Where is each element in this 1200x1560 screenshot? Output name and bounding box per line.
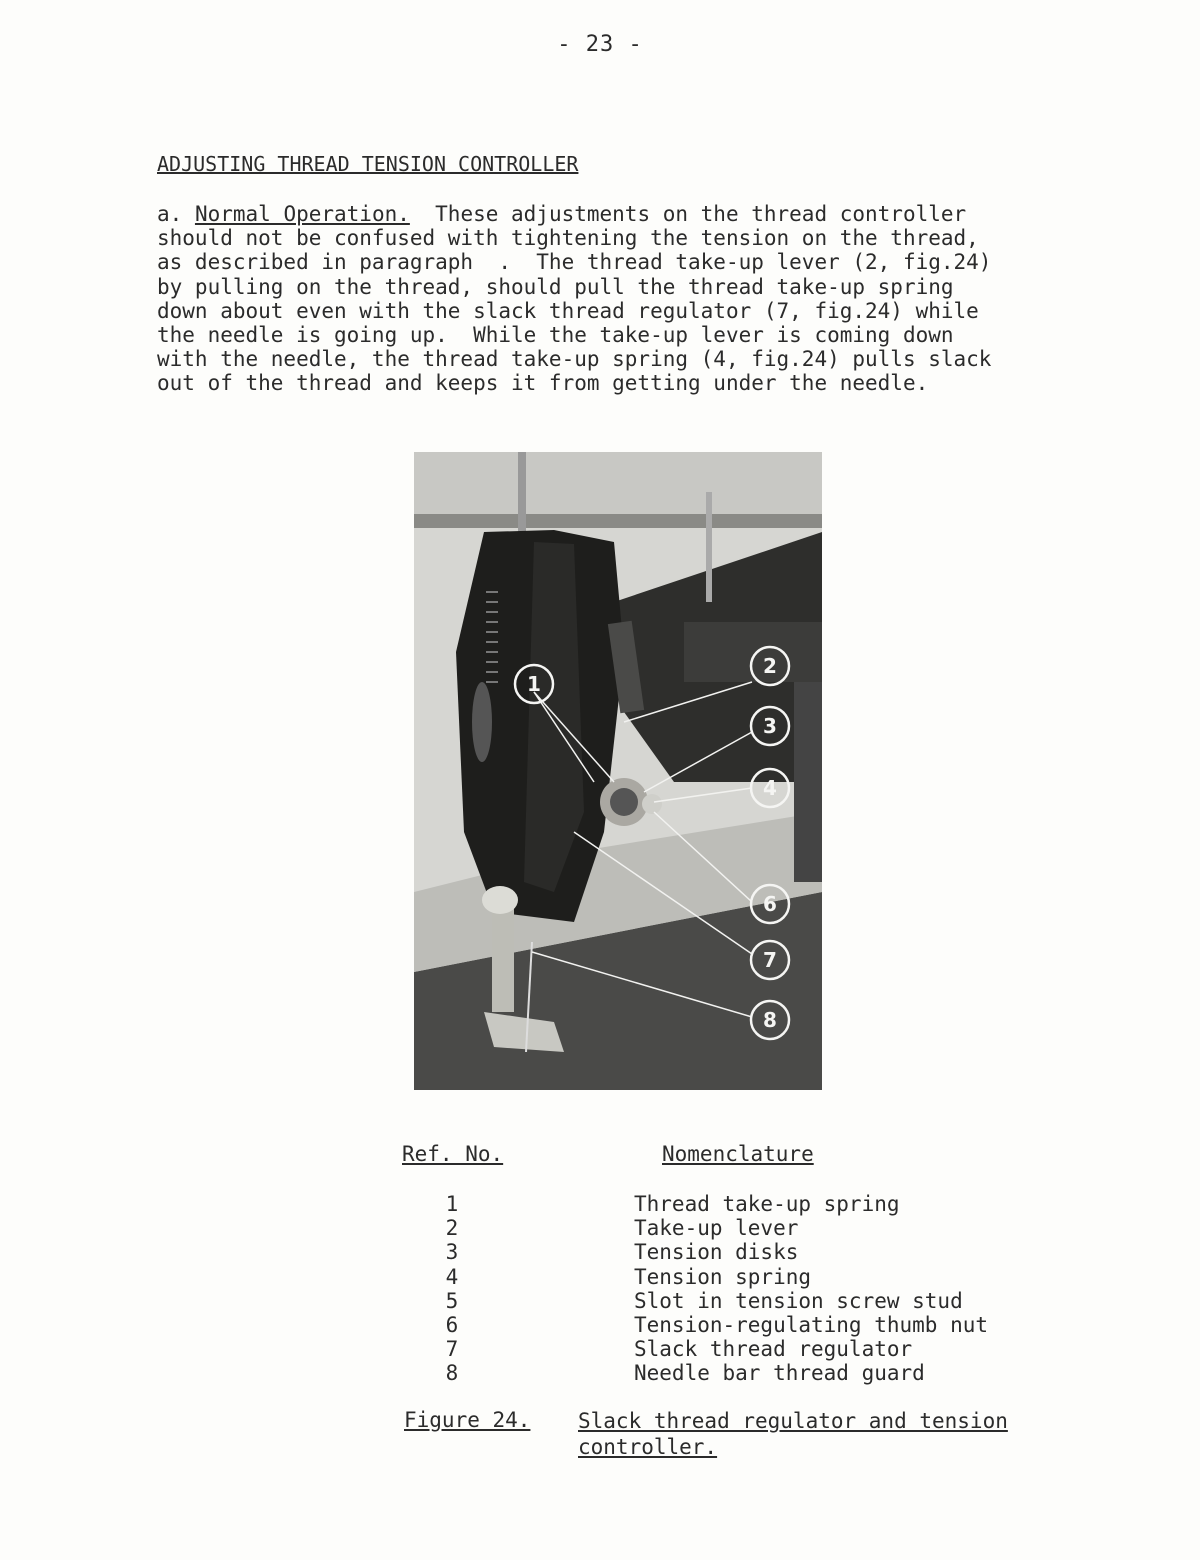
callout-1: 1	[527, 672, 541, 696]
part-name: Slot in tension screw stud	[634, 1288, 963, 1313]
ref-no-header: Ref. No.	[402, 1142, 504, 1166]
figure-caption-line: controller.	[578, 1435, 718, 1459]
part-name: Tension-regulating thumb nut	[634, 1312, 989, 1337]
paragraph-line: out of the thread and keeps it from getting under the needle.	[157, 371, 929, 396]
figure-caption-line: Slack thread regulator and tension	[578, 1409, 1008, 1433]
ref-number: 6	[445, 1312, 459, 1337]
parts-row	[402, 1192, 1102, 1216]
callout-2: 2	[763, 654, 777, 678]
ref-number: 1	[445, 1192, 459, 1216]
part-name: Tension spring	[634, 1264, 812, 1289]
paragraph-line: with the needle, the thread take-up spring (4, fig.24) pulls slack	[157, 347, 992, 372]
callout-6: 6	[763, 892, 777, 916]
paragraph-line: the needle is going up. While the take-up lever is coming down	[157, 323, 954, 348]
ref-number: 8	[445, 1361, 459, 1386]
parts-row	[402, 1337, 1102, 1361]
ref-number: 7	[445, 1337, 459, 1362]
ref-number: 2	[445, 1216, 459, 1241]
body-paragraph	[157, 202, 1117, 396]
parts-row	[402, 1313, 1102, 1337]
part-name: Needle bar thread guard	[634, 1361, 925, 1386]
part-name: Slack thread regulator	[634, 1337, 913, 1362]
parts-list	[402, 1192, 1102, 1386]
nomenclature-header: Nomenclature	[662, 1142, 814, 1166]
parts-row	[402, 1361, 1102, 1385]
paragraph-line: These adjustments on the thread controller	[409, 202, 967, 226]
paragraph-line: by pulling on the thread, should pull the thread take-up spring	[157, 274, 954, 299]
parts-row	[402, 1289, 1102, 1313]
figure-caption-label: Figure 24.	[404, 1408, 531, 1432]
parts-row	[402, 1265, 1102, 1289]
paragraph-subheading: Normal Operation.	[194, 202, 410, 226]
sewing-machine-photo	[414, 452, 822, 1090]
parts-row	[402, 1216, 1102, 1240]
section-heading: ADJUSTING THREAD TENSION CONTROLLER	[157, 152, 579, 176]
ref-number: 3	[445, 1240, 459, 1265]
paragraph-line: as described in paragraph . The thread take-up lever (2, fig.24)	[157, 250, 992, 275]
part-name: Tension disks	[634, 1240, 799, 1265]
ref-number: 4	[445, 1264, 459, 1289]
paragraph-prefix: a.	[157, 202, 195, 226]
parts-row	[402, 1240, 1102, 1264]
callout-4: 4	[763, 776, 777, 800]
callout-8: 8	[763, 1008, 777, 1032]
part-name: Take-up lever	[634, 1216, 799, 1241]
paragraph-line: should not be confused with tightening the tension on the thread,	[157, 226, 979, 251]
callout-7: 7	[763, 948, 777, 972]
paragraph-line: down about even with the slack thread regulator (7, fig.24) while	[157, 298, 979, 323]
figure-caption	[578, 1408, 1008, 1460]
page-number: - 23 -	[557, 32, 643, 57]
callout-3: 3	[763, 714, 777, 738]
part-name: Thread take-up spring	[634, 1192, 900, 1216]
ref-number: 5	[445, 1288, 459, 1313]
